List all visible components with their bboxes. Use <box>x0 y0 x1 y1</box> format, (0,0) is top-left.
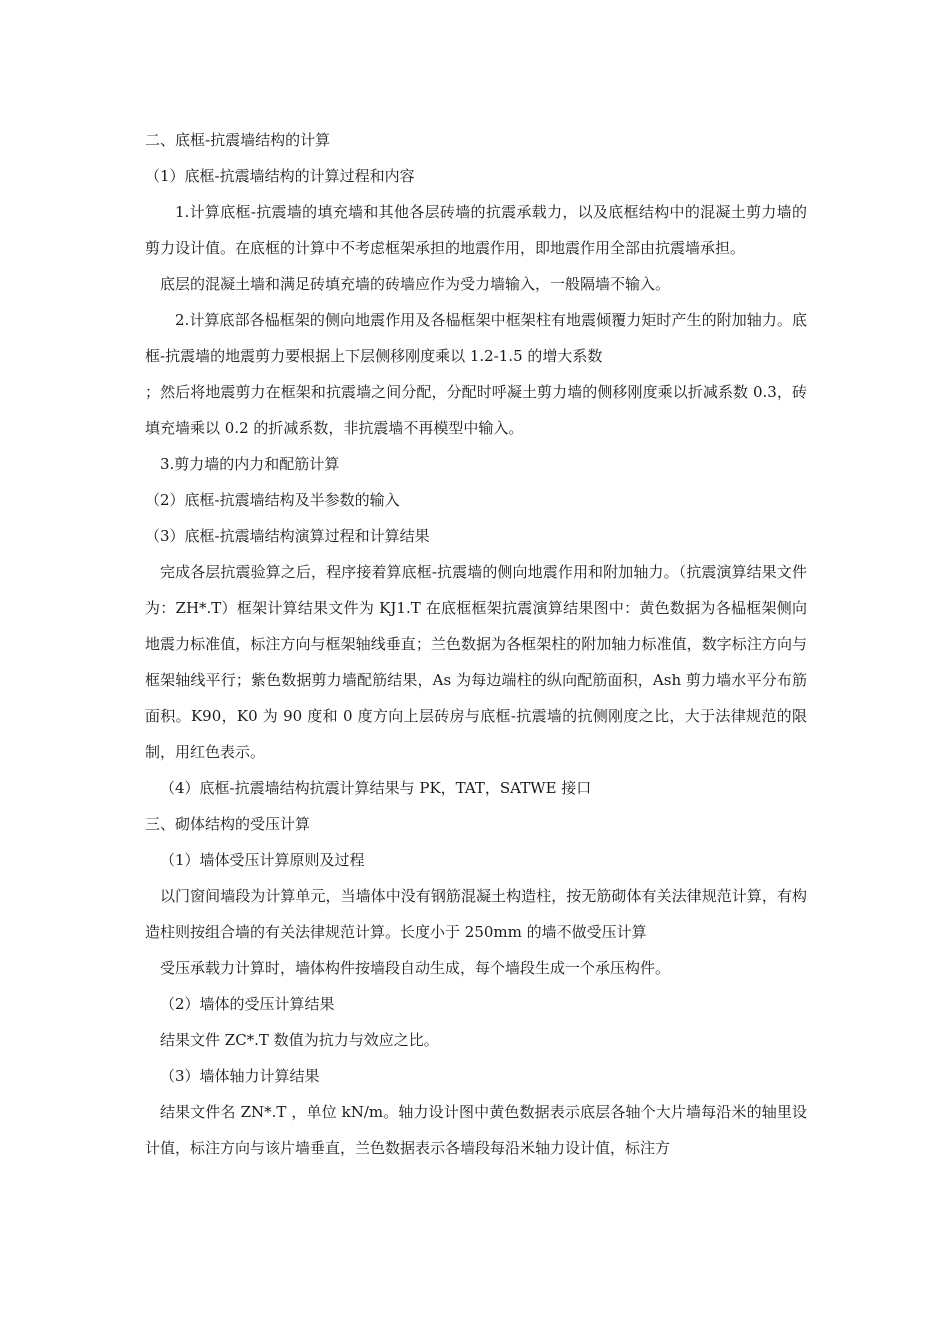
subheading-3: （3）墙体轴力计算结果 <box>160 1067 320 1085</box>
body-paragraph: 结果文件名 ZN*.T ，单位 kN/m。轴力设计图中黄色数据表示底层各轴个大片墙每沿米的轴里设计值，标注方向与该片墙垂直，兰色数据表示各墙段每沿米轴力设计值，标注方 <box>145 1103 807 1157</box>
subheading-1: （1）墙体受压计算原则及过程 <box>160 851 365 869</box>
body-paragraph: 1.计算底框-抗震墙的填充墙和其他各层砖墙的抗震承载力，以及底框结构中的混凝土剪力墙的剪力设计值。在底框的计算中不考虑框架承担的地震作用，即地震作用全部由抗震墙承担。 <box>145 203 807 257</box>
document-body <box>145 122 807 1166</box>
body-paragraph: 3.剪力墙的内力和配筋计算 <box>160 455 340 473</box>
body-paragraph: 完成各层抗震验算之后，程序接着算底框-抗震墙的侧向地震作用和附加轴力。（抗震演算结果文件为：ZH*.T）框架计算结果文件为 KJ1.T 在底框框架抗震演算结果图中：黄色数据为各榀框架侧向地震力标准值，标注方向与框架轴线垂直；兰色数据为各框架柱的附加轴力标准值，数字标注方向与框架轴线平行；紫色数据剪力墙配筋结果，As 为每边端柱的纵向配筋面积，Ash 剪力墙水平分布筋面积。K90，K0 为 90 度和 0 度方向上层砖房与底框-抗震墙的抗侧刚度之比，大于法律规范的限制，用红色表示。 <box>145 563 807 761</box>
body-paragraph: ；然后将地震剪力在框架和抗震墙之间分配，分配时呼凝土剪力墙的侧移刚度乘以折减系数 0.3，砖填充墙乘以 0.2 的折减系数，非抗震墙不再模型中输入。 <box>145 383 807 437</box>
body-paragraph: 结果文件 ZC*.T 数值为抗力与效应之比。 <box>160 1031 439 1049</box>
section-heading-2: 二、底框-抗震墙结构的计算 <box>145 131 331 149</box>
subheading-3: （3）底框-抗震墙结构演算过程和计算结果 <box>145 527 430 545</box>
subheading-1: （1）底框-抗震墙结构的计算过程和内容 <box>145 167 415 185</box>
body-paragraph: 受压承载力计算时，墙体构件按墙段自动生成，每个墙段生成一个承压构件。 <box>160 959 671 977</box>
body-paragraph: 2.计算底部各榀框架的侧向地震作用及各榀框架中框架柱有地震倾覆力矩时产生的附加轴力。底框-抗震墙的地震剪力要根据上下层侧移刚度乘以 1.2-1.5 的增大系数 <box>145 311 807 365</box>
body-paragraph: 底层的混凝土墙和满足砖填充墙的砖墙应作为受力墙输入，一般隔墙不输入。 <box>160 275 671 293</box>
section-heading-3: 三、砌体结构的受压计算 <box>145 815 311 833</box>
subheading-2: （2）墙体的受压计算结果 <box>160 995 335 1013</box>
subheading-4: （4）底框-抗震墙结构抗震计算结果与 PK，TAT，SATWE 接口 <box>160 779 592 797</box>
body-paragraph: 以门窗间墙段为计算单元，当墙体中没有钢筋混凝土构造柱，按无筋砌体有关法律规范计算，有构造柱则按组合墙的有关法律规范计算。长度小于 250mm 的墙不做受压计算 <box>145 887 807 941</box>
subheading-2: （2）底框-抗震墙结构及半参数的输入 <box>145 491 400 509</box>
